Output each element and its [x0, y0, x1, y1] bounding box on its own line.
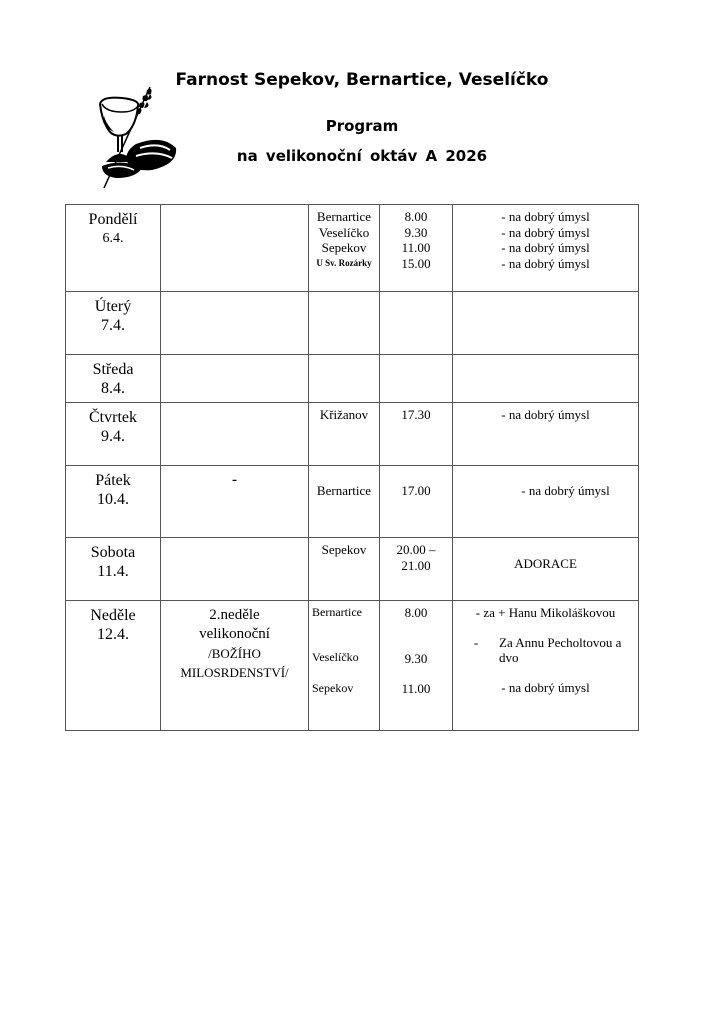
time: 17.00	[401, 483, 431, 498]
place: Veselíčko	[318, 224, 370, 240]
intention: - na dobrý úmysl	[501, 224, 590, 240]
place: Veselíčko	[312, 649, 359, 664]
day-name: Středa	[92, 361, 134, 378]
intention: - na dobrý úmysl	[501, 240, 590, 255]
table-row	[66, 601, 639, 731]
intention: - na dobrý úmysl	[501, 209, 590, 224]
day-name: Čtvrtek	[89, 409, 137, 426]
place: Bernartice	[316, 209, 372, 224]
time: 20.00 –	[396, 542, 436, 557]
time: 15.00	[401, 255, 431, 271]
intention: ADORACE	[514, 556, 577, 571]
intention: - na dobrý úmysl	[501, 255, 590, 271]
place: Bernartice	[316, 483, 372, 498]
intention: - na dobrý úmysl	[501, 679, 590, 695]
time: 8.00	[404, 209, 428, 224]
place: Bernartice	[312, 605, 362, 619]
holiday-line: MILOSRDENSTVÍ/	[180, 665, 289, 680]
place-note: U Sv. Rozárky	[316, 257, 372, 268]
time: 8.00	[404, 605, 428, 620]
intention: - na dobrý úmysl	[501, 407, 590, 422]
table-row	[66, 292, 639, 355]
day-date: 9.4.	[101, 428, 125, 445]
program-subtitle: na velikonoční oktáv A 2026	[236, 147, 488, 165]
day-date: 12.4.	[97, 626, 129, 643]
day-name: Pátek	[95, 472, 131, 489]
intention: - za + Hanu Mikoláškovou	[475, 605, 616, 620]
day-name: Sobota	[90, 544, 136, 561]
time: 9.30	[404, 224, 428, 240]
table-row	[66, 355, 639, 403]
time: 21.00	[401, 557, 431, 573]
place: Křižanov	[319, 407, 369, 422]
day-date: 6.4.	[102, 231, 124, 246]
day-name: Úterý	[94, 298, 132, 315]
place: Sepekov	[321, 240, 367, 255]
place: Sepekov	[321, 542, 367, 557]
day-date: 11.4.	[97, 563, 129, 580]
program-title: Program	[325, 117, 399, 135]
intention: - na dobrý úmysl	[521, 483, 610, 498]
day-name: Neděle	[90, 607, 136, 624]
day-date: 7.4.	[101, 317, 125, 334]
day-note: -	[232, 472, 237, 488]
chalice-bread-wheat-icon	[92, 82, 178, 192]
intention-dash: -	[473, 634, 479, 650]
time: 11.00	[401, 681, 431, 696]
time: 17.30	[401, 407, 431, 422]
time: 9.30	[404, 650, 428, 666]
schedule-table	[65, 204, 639, 731]
holiday-line: /BOŽÍHO	[208, 646, 261, 661]
table-row	[66, 466, 639, 538]
day-date: 8.4.	[101, 380, 125, 397]
table-row	[66, 403, 639, 466]
day-date: 10.4.	[97, 491, 129, 508]
holiday-line: 2.neděle	[209, 607, 260, 623]
holiday-line: velikonoční	[199, 626, 270, 642]
table-row	[66, 538, 639, 601]
place: Sepekov	[312, 681, 354, 695]
intention: Za Annu Pecholtovou a dvo	[499, 634, 622, 665]
day-name: Pondělí	[88, 211, 138, 228]
parish-title: Farnost Sepekov, Bernartice, Veselíčko	[175, 70, 549, 90]
time: 11.00	[401, 240, 431, 255]
table-row	[66, 205, 639, 292]
